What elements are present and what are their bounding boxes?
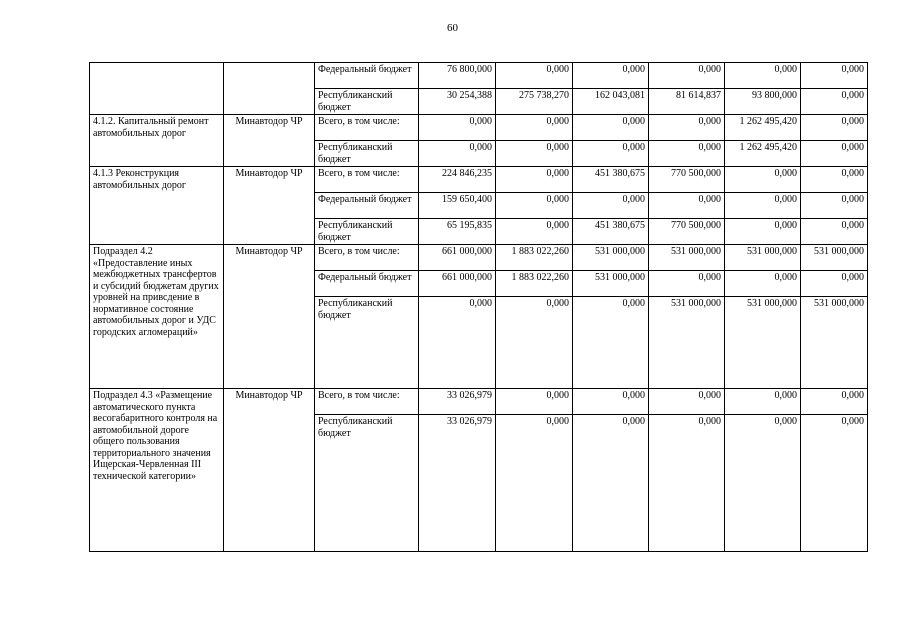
- event-name-cell: [90, 63, 224, 115]
- value-cell: 0,000: [725, 219, 801, 245]
- value-cell: 531 000,000: [801, 245, 868, 271]
- organization-cell: Минавтодор ЧР: [224, 245, 315, 389]
- value-cell: 0,000: [573, 63, 649, 89]
- funding-source-cell: Всего, в том числе:: [315, 115, 419, 141]
- value-cell: 1 262 495,420: [725, 115, 801, 141]
- organization-cell: Минавтодор ЧР: [224, 167, 315, 245]
- value-cell: 65 195,835: [419, 219, 496, 245]
- organization-cell: Минавтодор ЧР: [224, 115, 315, 167]
- value-cell: 661 000,000: [419, 245, 496, 271]
- value-cell: 0,000: [801, 115, 868, 141]
- event-name-cell: Подраздел 4.2 «Предоставление иных межбюджетных трансфертов и субсидий бюджетам других уровней на привсдение в нормативное состояние автомобильных дорог и УДС городских агломераций»: [90, 245, 224, 389]
- value-cell: 531 000,000: [725, 297, 801, 389]
- funding-source-cell: Республиканский бюджет: [315, 89, 419, 115]
- value-cell: 0,000: [496, 415, 573, 552]
- value-cell: 0,000: [801, 141, 868, 167]
- table-row: [90, 115, 868, 141]
- value-cell: 0,000: [573, 415, 649, 552]
- value-cell: 661 000,000: [419, 271, 496, 297]
- value-cell: 531 000,000: [725, 245, 801, 271]
- organization-cell: Минавтодор ЧР: [224, 389, 315, 552]
- value-cell: 0,000: [801, 389, 868, 415]
- event-name-cell: 4.1.2. Капитальный ремонт автомобильных дорог: [90, 115, 224, 167]
- funding-source-cell: Республиканский бюджет: [315, 141, 419, 167]
- value-cell: 0,000: [649, 415, 725, 552]
- value-cell: 0,000: [649, 115, 725, 141]
- funding-source-cell: Республиканский бюджет: [315, 219, 419, 245]
- value-cell: 0,000: [496, 297, 573, 389]
- value-cell: 81 614,837: [649, 89, 725, 115]
- value-cell: 1 883 022,260: [496, 271, 573, 297]
- value-cell: 0,000: [496, 167, 573, 193]
- table-row: [90, 245, 868, 271]
- funding-source-cell: Всего, в том числе:: [315, 167, 419, 193]
- value-cell: 451 380,675: [573, 167, 649, 193]
- value-cell: 0,000: [725, 271, 801, 297]
- budget-table: [89, 62, 868, 552]
- page-number: 60: [447, 22, 458, 34]
- value-cell: 531 000,000: [573, 271, 649, 297]
- table-row: [90, 389, 868, 415]
- table-row: [90, 63, 868, 89]
- value-cell: 162 043,081: [573, 89, 649, 115]
- value-cell: 0,000: [649, 63, 725, 89]
- funding-source-cell: Республиканский бюджет: [315, 297, 419, 389]
- value-cell: 0,000: [649, 193, 725, 219]
- value-cell: 0,000: [725, 167, 801, 193]
- value-cell: 0,000: [801, 271, 868, 297]
- value-cell: 0,000: [801, 63, 868, 89]
- value-cell: 1 262 495,420: [725, 141, 801, 167]
- value-cell: 531 000,000: [649, 245, 725, 271]
- event-name-cell: Подраздел 4.3 «Размещение автоматического пункта весогабаритного контроля на автомобильной дороге общего пользования территориального значения Ищерская-Червленная III технической категории»: [90, 389, 224, 552]
- value-cell: 531 000,000: [801, 297, 868, 389]
- event-name-cell: 4.1.3 Реконструкция автомобильных дорог: [90, 167, 224, 245]
- funding-source-cell: Федеральный бюджет: [315, 193, 419, 219]
- value-cell: 0,000: [725, 193, 801, 219]
- organization-cell: [224, 63, 315, 115]
- value-cell: 30 254,388: [419, 89, 496, 115]
- value-cell: 0,000: [419, 115, 496, 141]
- value-cell: 93 800,000: [725, 89, 801, 115]
- value-cell: 770 500,000: [649, 219, 725, 245]
- value-cell: 0,000: [496, 63, 573, 89]
- value-cell: 0,000: [725, 389, 801, 415]
- value-cell: 0,000: [649, 141, 725, 167]
- value-cell: 0,000: [496, 389, 573, 415]
- value-cell: 0,000: [725, 415, 801, 552]
- funding-source-cell: Федеральный бюджет: [315, 271, 419, 297]
- funding-source-cell: Республиканский бюджет: [315, 415, 419, 552]
- value-cell: 0,000: [419, 297, 496, 389]
- value-cell: 770 500,000: [649, 167, 725, 193]
- value-cell: 0,000: [801, 89, 868, 115]
- value-cell: 0,000: [573, 389, 649, 415]
- value-cell: 0,000: [419, 141, 496, 167]
- value-cell: 159 650,400: [419, 193, 496, 219]
- value-cell: 0,000: [801, 415, 868, 552]
- value-cell: 275 738,270: [496, 89, 573, 115]
- value-cell: 0,000: [801, 167, 868, 193]
- value-cell: 0,000: [573, 141, 649, 167]
- value-cell: 76 800,000: [419, 63, 496, 89]
- value-cell: 0,000: [496, 219, 573, 245]
- value-cell: 0,000: [573, 297, 649, 389]
- value-cell: 0,000: [725, 63, 801, 89]
- value-cell: 451 380,675: [573, 219, 649, 245]
- value-cell: 0,000: [496, 141, 573, 167]
- value-cell: 531 000,000: [649, 297, 725, 389]
- value-cell: 33 026,979: [419, 415, 496, 552]
- value-cell: 0,000: [573, 193, 649, 219]
- value-cell: 0,000: [496, 193, 573, 219]
- value-cell: 0,000: [801, 219, 868, 245]
- funding-source-cell: Всего, в том числе:: [315, 389, 419, 415]
- value-cell: 0,000: [496, 115, 573, 141]
- value-cell: 0,000: [573, 115, 649, 141]
- value-cell: 0,000: [801, 193, 868, 219]
- funding-source-cell: Всего, в том числе:: [315, 245, 419, 271]
- value-cell: 224 846,235: [419, 167, 496, 193]
- table-row: [90, 167, 868, 193]
- value-cell: 0,000: [649, 271, 725, 297]
- value-cell: 0,000: [649, 389, 725, 415]
- value-cell: 33 026,979: [419, 389, 496, 415]
- funding-source-cell: Федеральный бюджет: [315, 63, 419, 89]
- value-cell: 531 000,000: [573, 245, 649, 271]
- value-cell: 1 883 022,260: [496, 245, 573, 271]
